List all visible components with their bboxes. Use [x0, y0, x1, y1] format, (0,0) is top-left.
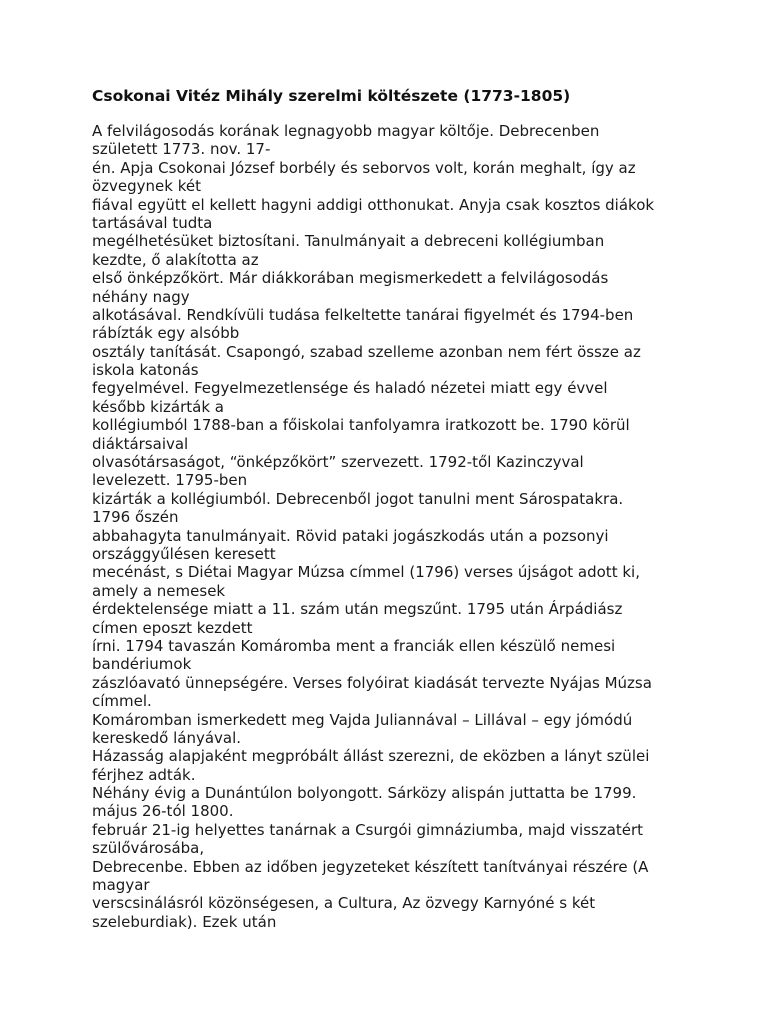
body-line: Néhány évig a Dunántúlon bolyongott. Sárközy alispán juttatta be 1799. — [92, 784, 637, 803]
body-line: tartásával tudta — [92, 213, 213, 232]
body-line: 1796 őszén — [92, 508, 179, 527]
body-line: címmel. — [92, 692, 152, 711]
body-line: magyar — [92, 876, 150, 895]
body-line: megélhetésüket biztosítani. Tanulmányait a debreceni kollégiumban — [92, 232, 605, 251]
body-line: Házasság alapjaként megpróbált állást szerezni, de eközben a lányt szülei — [92, 747, 650, 766]
body-line: később kizárták a — [92, 397, 224, 416]
body-line: írni. 1794 tavaszán Komáromba ment a franciák ellen készülő nemesi — [92, 636, 616, 655]
body-line: férjhez adták. — [92, 765, 196, 784]
body-line: mecénást, s Diétai Magyar Múzsa címmel (1796) verses újságot adott ki, — [92, 563, 640, 582]
document-title: Csokonai Vitéz Mihály szerelmi költészete (1773-1805) — [92, 87, 571, 105]
body-line: kollégiumból 1788-ban a főiskolai tanfolyamra iratkozott be. 1790 körül — [92, 416, 630, 435]
body-line: kezdte, ő alakította az — [92, 250, 259, 269]
body-line: első önképzőkört. Már diákkorában megismerkedett a felvilágosodás — [92, 269, 609, 288]
body-line: verscsinálásról közönségesen, a Cultura, Az özvegy Karnyóné s két — [92, 894, 596, 913]
body-line: kizárták a kollégiumból. Debrecenből jogot tanulni ment Sárospatakra. — [92, 489, 624, 508]
body-line: alkotásával. Rendkívüli tudása felkeltette tanárai figyelmét és 1794-ben — [92, 305, 634, 324]
body-line: címen eposzt kezdett — [92, 618, 253, 637]
body-line: A felvilágosodás korának legnagyobb magyar költője. Debrecenben — [92, 122, 600, 140]
body-line: osztály tanítását. Csapongó, szabad szelleme azonban nem fért össze az — [92, 342, 641, 361]
body-line: született 1773. nov. 17- — [92, 140, 271, 159]
body-line: néhány nagy — [92, 287, 190, 306]
body-line: diáktársaival — [92, 434, 189, 453]
body-line: Komáromban ismerkedett meg Vajda Juliannával – Lillával – egy jómódú — [92, 710, 633, 729]
body-line: abbahagyta tanulmányait. Rövid pataki jogászkodás után a pozsonyi — [92, 526, 609, 545]
body-line: február 21-ig helyettes tanárnak a Csurgói gimnáziumba, majd visszatért — [92, 820, 644, 839]
body-line: iskola katonás — [92, 361, 199, 380]
body-line: szeleburdiak). Ezek után — [92, 912, 277, 931]
body-line: zászlóavató ünnepségére. Verses folyóirat kiadását tervezte Nyájas Múzsa — [92, 673, 652, 692]
body-line: szülővárosába, — [92, 839, 205, 858]
body-line: én. Apja Csokonai József borbély és seborvos volt, korán meghalt, így az — [92, 158, 636, 177]
body-line: kereskedő lányával. — [92, 728, 242, 747]
body-line: rábízták egy alsóbb — [92, 324, 240, 343]
body-line: fegyelmével. Fegyelmezetlensége és haladó nézetei miatt egy évvel — [92, 379, 608, 398]
body-line: fiával együtt el kellett hagyni addigi otthonukat. Anyja csak kosztos diákok — [92, 195, 655, 214]
body-line: országgyűlésen keresett — [92, 544, 276, 563]
body-line: amely a nemesek — [92, 581, 226, 600]
document-body — [92, 122, 692, 931]
body-line: özvegynek két — [92, 177, 202, 196]
body-line: bandériumok — [92, 655, 192, 674]
body-line: levelezett. 1795-ben — [92, 471, 248, 490]
body-line: Debrecenbe. Ebben az időben jegyzeteket készített tanítványai részére (A — [92, 857, 649, 876]
body-line: május 26-tól 1800. — [92, 802, 234, 821]
body-line: olvasótársaságot, “önképzőkört” szervezett. 1792-től Kazinczyval — [92, 453, 584, 472]
body-line: érdektelensége miatt a 11. szám után megszűnt. 1795 után Árpádiász — [92, 600, 623, 619]
